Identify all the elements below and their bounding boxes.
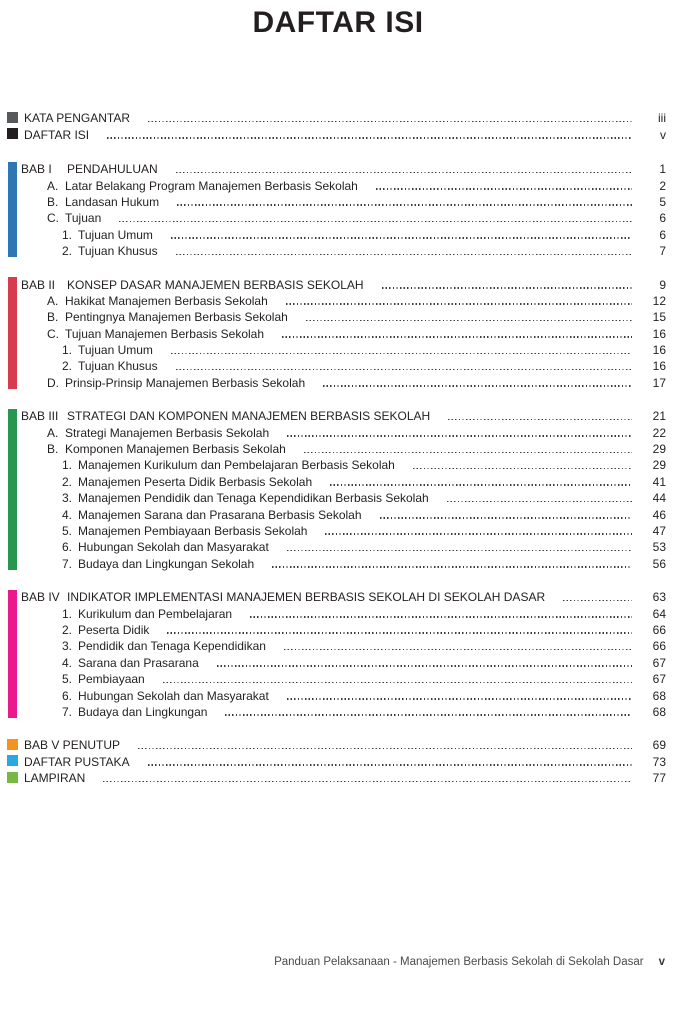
- chapter-number: BAB I: [21, 162, 52, 177]
- item-number: 2.: [62, 244, 73, 259]
- toc-entry: [0, 736, 676, 752]
- footer-running-title: Panduan Pelaksanaan - Manajemen Berbasis Sekolah di Sekolah Dasar: [274, 956, 644, 968]
- item-label: Pembiayaan: [78, 672, 145, 687]
- entry-page-number: 16: [652, 326, 666, 341]
- item-number: 3.: [62, 491, 73, 506]
- toc-entry: [0, 538, 676, 554]
- entry-page-number: 6: [659, 227, 666, 242]
- item-label: Budaya dan Lingkungan: [78, 704, 208, 719]
- entry-page-number: 56: [652, 556, 666, 571]
- toc-entry: [0, 292, 676, 308]
- item-number: 3.: [62, 639, 73, 654]
- entry-page-number: 17: [652, 375, 666, 390]
- back-matter-list: [0, 736, 676, 785]
- item-label: Tujuan Manajemen Berbasis Sekolah: [65, 326, 265, 341]
- toc-entry: [0, 225, 676, 241]
- item-number: C.: [47, 326, 59, 341]
- chapter-heading: [0, 588, 676, 604]
- section-marker-icon: [7, 772, 18, 783]
- item-number: 2.: [62, 474, 73, 489]
- toc-entry: [0, 176, 676, 192]
- section-marker-icon: [7, 128, 18, 139]
- item-number: 1.: [62, 343, 73, 358]
- toc-entry: [0, 125, 676, 141]
- dot-leader: [287, 698, 632, 700]
- entry-label: LAMPIRAN: [24, 771, 86, 786]
- item-number: 4.: [62, 655, 73, 670]
- item-label: Manajemen Kurikulum dan Pembelajaran Berbasis Sekolah: [78, 458, 395, 473]
- section-marker-icon: [7, 112, 18, 123]
- item-number: 2.: [62, 622, 73, 637]
- toc-entry: [0, 505, 676, 521]
- item-number: 6.: [62, 688, 73, 703]
- dot-leader: [177, 204, 632, 206]
- item-number: 5.: [62, 523, 73, 538]
- chapter-number: BAB II: [21, 277, 56, 292]
- table-of-contents: [0, 109, 676, 785]
- toc-entry: [0, 686, 676, 702]
- entry-page-number: 15: [652, 310, 666, 325]
- entry-page-number: 77: [652, 771, 666, 786]
- chapter-heading: [0, 275, 676, 291]
- entry-page-number: 16: [652, 343, 666, 358]
- item-label: Hakikat Manajemen Berbasis Sekolah: [65, 293, 268, 308]
- item-number: B.: [47, 194, 59, 209]
- dot-leader: [171, 237, 632, 239]
- item-label: Tujuan Khusus: [78, 244, 158, 259]
- toc-entry: [0, 440, 676, 456]
- page-footer: [0, 956, 676, 968]
- toc-entry: [0, 456, 676, 472]
- dot-leader: [287, 550, 632, 552]
- entry-page-number: 68: [652, 704, 666, 719]
- item-number: 7.: [62, 556, 73, 571]
- chapter-title: KONSEP DASAR MANAJEMEN BERBASIS SEKOLAH: [67, 277, 364, 292]
- toc-entry: [0, 554, 676, 570]
- item-label: Manajemen Sarana dan Prasarana Berbasis Sekolah: [78, 507, 362, 522]
- entry-page-number: 53: [652, 540, 666, 555]
- front-matter-list: [0, 109, 676, 142]
- toc-entry: [0, 769, 676, 785]
- dot-leader: [163, 682, 632, 684]
- chapter-list: [0, 160, 676, 719]
- dot-leader: [563, 600, 632, 602]
- item-number: 2.: [62, 359, 73, 374]
- chapter-number: BAB III: [21, 409, 59, 424]
- entry-page-number: 44: [652, 491, 666, 506]
- dot-leader: [250, 616, 632, 618]
- item-number: 1.: [62, 227, 73, 242]
- item-label: Prinsip-Prinsip Manajemen Berbasis Sekolah: [65, 375, 306, 390]
- item-label: Landasan Hukum: [65, 194, 160, 209]
- dot-leader: [167, 632, 632, 634]
- entry-label: DAFTAR PUSTAKA: [24, 754, 130, 769]
- item-label: Manajemen Peserta Didik Berbasis Sekolah: [78, 474, 313, 489]
- item-label: Tujuan: [65, 211, 102, 226]
- entry-page-number: iii: [658, 111, 666, 126]
- dot-leader: [282, 336, 632, 338]
- toc-entry: [0, 604, 676, 620]
- dot-leader: [376, 188, 632, 190]
- item-number: A.: [47, 178, 59, 193]
- footer-page-number: v: [658, 956, 665, 968]
- item-number: 6.: [62, 540, 73, 555]
- dot-leader: [284, 649, 632, 651]
- item-label: Manajemen Pendidik dan Tenaga Kependidikan Berbasis Sekolah: [78, 491, 429, 506]
- toc-entry: [0, 209, 676, 225]
- chapter-color-bar: [8, 590, 17, 718]
- entry-page-number: 63: [652, 590, 666, 605]
- dot-leader: [323, 385, 632, 387]
- entry-page-number: 6: [659, 211, 666, 226]
- item-label: Hubungan Sekolah dan Masyarakat: [78, 688, 269, 703]
- entry-page-number: 47: [652, 523, 666, 538]
- entry-page-number: 41: [652, 474, 666, 489]
- chapter-title: INDIKATOR IMPLEMENTASI MANAJEMEN BERBASIS SEKOLAH DI SEKOLAH DASAR: [67, 590, 546, 605]
- entry-page-number: 67: [652, 672, 666, 687]
- item-number: D.: [47, 375, 59, 390]
- toc-entry: [0, 670, 676, 686]
- dot-leader: [171, 353, 632, 355]
- item-label: Pentingnya Manajemen Berbasis Sekolah: [65, 310, 288, 325]
- toc-entry: [0, 703, 676, 719]
- item-number: 4.: [62, 507, 73, 522]
- entry-page-number: 46: [652, 507, 666, 522]
- chapter-number: BAB IV: [21, 590, 60, 605]
- chapter-color-bar: [8, 162, 17, 257]
- entry-page-number: 5: [659, 194, 666, 209]
- item-label: Kurikulum dan Pembelajaran: [78, 606, 233, 621]
- toc-entry: [0, 324, 676, 340]
- entry-page-number: 29: [652, 442, 666, 457]
- toc-entry: [0, 193, 676, 209]
- chapter-heading: [0, 160, 676, 176]
- item-number: 5.: [62, 672, 73, 687]
- dot-leader: [107, 137, 632, 139]
- item-label: Hubungan Sekolah dan Masyarakat: [78, 540, 269, 555]
- toc-entry: [0, 242, 676, 258]
- chapter-block: [0, 588, 676, 719]
- entry-page-number: 1: [659, 162, 666, 177]
- dot-leader: [447, 501, 632, 503]
- entry-page-number: 12: [652, 293, 666, 308]
- dot-leader: [148, 121, 632, 123]
- entry-page-number: 22: [652, 425, 666, 440]
- item-label: Tujuan Khusus: [78, 359, 158, 374]
- entry-page-number: 29: [652, 458, 666, 473]
- dot-leader: [304, 452, 632, 454]
- item-label: Budaya dan Lingkungan Sekolah: [78, 556, 255, 571]
- entry-label: KATA PENGANTAR: [24, 111, 131, 126]
- dot-leader: [382, 287, 632, 289]
- entry-page-number: 67: [652, 655, 666, 670]
- dot-leader: [103, 781, 632, 783]
- entry-page-number: 2: [659, 178, 666, 193]
- dot-leader: [330, 484, 632, 486]
- toc-entry: [0, 423, 676, 439]
- dot-leader: [176, 172, 632, 174]
- entry-label: DAFTAR ISI: [24, 127, 90, 142]
- dot-leader: [225, 714, 632, 716]
- entry-page-number: 64: [652, 606, 666, 621]
- toc-entry: [0, 522, 676, 538]
- entry-label: BAB V PENUTUP: [24, 738, 121, 753]
- dot-leader: [148, 764, 632, 766]
- item-label: Tujuan Umum: [78, 227, 153, 242]
- chapter-title: STRATEGI DAN KOMPONEN MANAJEMEN BERBASIS SEKOLAH: [67, 409, 431, 424]
- toc-entry: [0, 357, 676, 373]
- chapter-color-bar: [8, 277, 17, 389]
- item-label: Sarana dan Prasarana: [78, 655, 199, 670]
- dot-leader: [325, 533, 632, 535]
- dot-leader: [380, 517, 632, 519]
- entry-page-number: 66: [652, 622, 666, 637]
- entry-page-number: 9: [659, 277, 666, 292]
- item-number: A.: [47, 425, 59, 440]
- dot-leader: [413, 468, 632, 470]
- chapter-block: [0, 407, 676, 571]
- entry-page-number: 16: [652, 359, 666, 374]
- chapter-title: PENDAHULUAN: [67, 162, 158, 177]
- dot-leader: [176, 369, 632, 371]
- item-label: Latar Belakang Program Manajemen Berbasis Sekolah: [65, 178, 358, 193]
- section-marker-icon: [7, 739, 18, 750]
- item-label: Tujuan Umum: [78, 343, 153, 358]
- dot-leader: [286, 303, 632, 305]
- dot-leader: [448, 419, 632, 421]
- toc-entry: [0, 308, 676, 324]
- entry-page-number: 7: [659, 244, 666, 259]
- item-number: C.: [47, 211, 59, 226]
- dot-leader: [138, 748, 632, 750]
- item-number: B.: [47, 310, 59, 325]
- entry-page-number: 69: [652, 738, 666, 753]
- toc-entry: [0, 752, 676, 768]
- chapter-block: [0, 275, 676, 390]
- dot-leader: [217, 665, 632, 667]
- dot-leader: [306, 320, 632, 322]
- toc-entry: [0, 653, 676, 669]
- item-label: Strategi Manajemen Berbasis Sekolah: [65, 425, 270, 440]
- item-label: Komponen Manajemen Berbasis Sekolah: [65, 442, 286, 457]
- entry-page-number: 66: [652, 639, 666, 654]
- toc-entry: [0, 472, 676, 488]
- dot-leader: [287, 435, 632, 437]
- toc-entry: [0, 621, 676, 637]
- chapter-heading: [0, 407, 676, 423]
- chapter-block: [0, 160, 676, 258]
- chapter-color-bar: [8, 409, 17, 570]
- toc-entry: [0, 489, 676, 505]
- entry-page-number: 21: [652, 409, 666, 424]
- entry-page-number: 73: [652, 754, 666, 769]
- page-title: DAFTAR ISI: [252, 6, 424, 39]
- item-number: B.: [47, 442, 59, 457]
- dot-leader: [119, 221, 632, 223]
- item-number: 1.: [62, 606, 73, 621]
- item-label: Peserta Didik: [78, 622, 150, 637]
- section-marker-icon: [7, 755, 18, 766]
- item-label: Manajemen Pembiayaan Berbasis Sekolah: [78, 523, 308, 538]
- item-label: Pendidik dan Tenaga Kependidikan: [78, 639, 266, 654]
- dot-leader: [272, 566, 632, 568]
- item-number: 7.: [62, 704, 73, 719]
- entry-page-number: v: [660, 127, 666, 142]
- toc-entry: [0, 109, 676, 125]
- toc-entry: [0, 637, 676, 653]
- item-number: A.: [47, 293, 59, 308]
- toc-entry: [0, 373, 676, 389]
- entry-page-number: 68: [652, 688, 666, 703]
- dot-leader: [176, 254, 632, 256]
- item-number: 1.: [62, 458, 73, 473]
- toc-entry: [0, 341, 676, 357]
